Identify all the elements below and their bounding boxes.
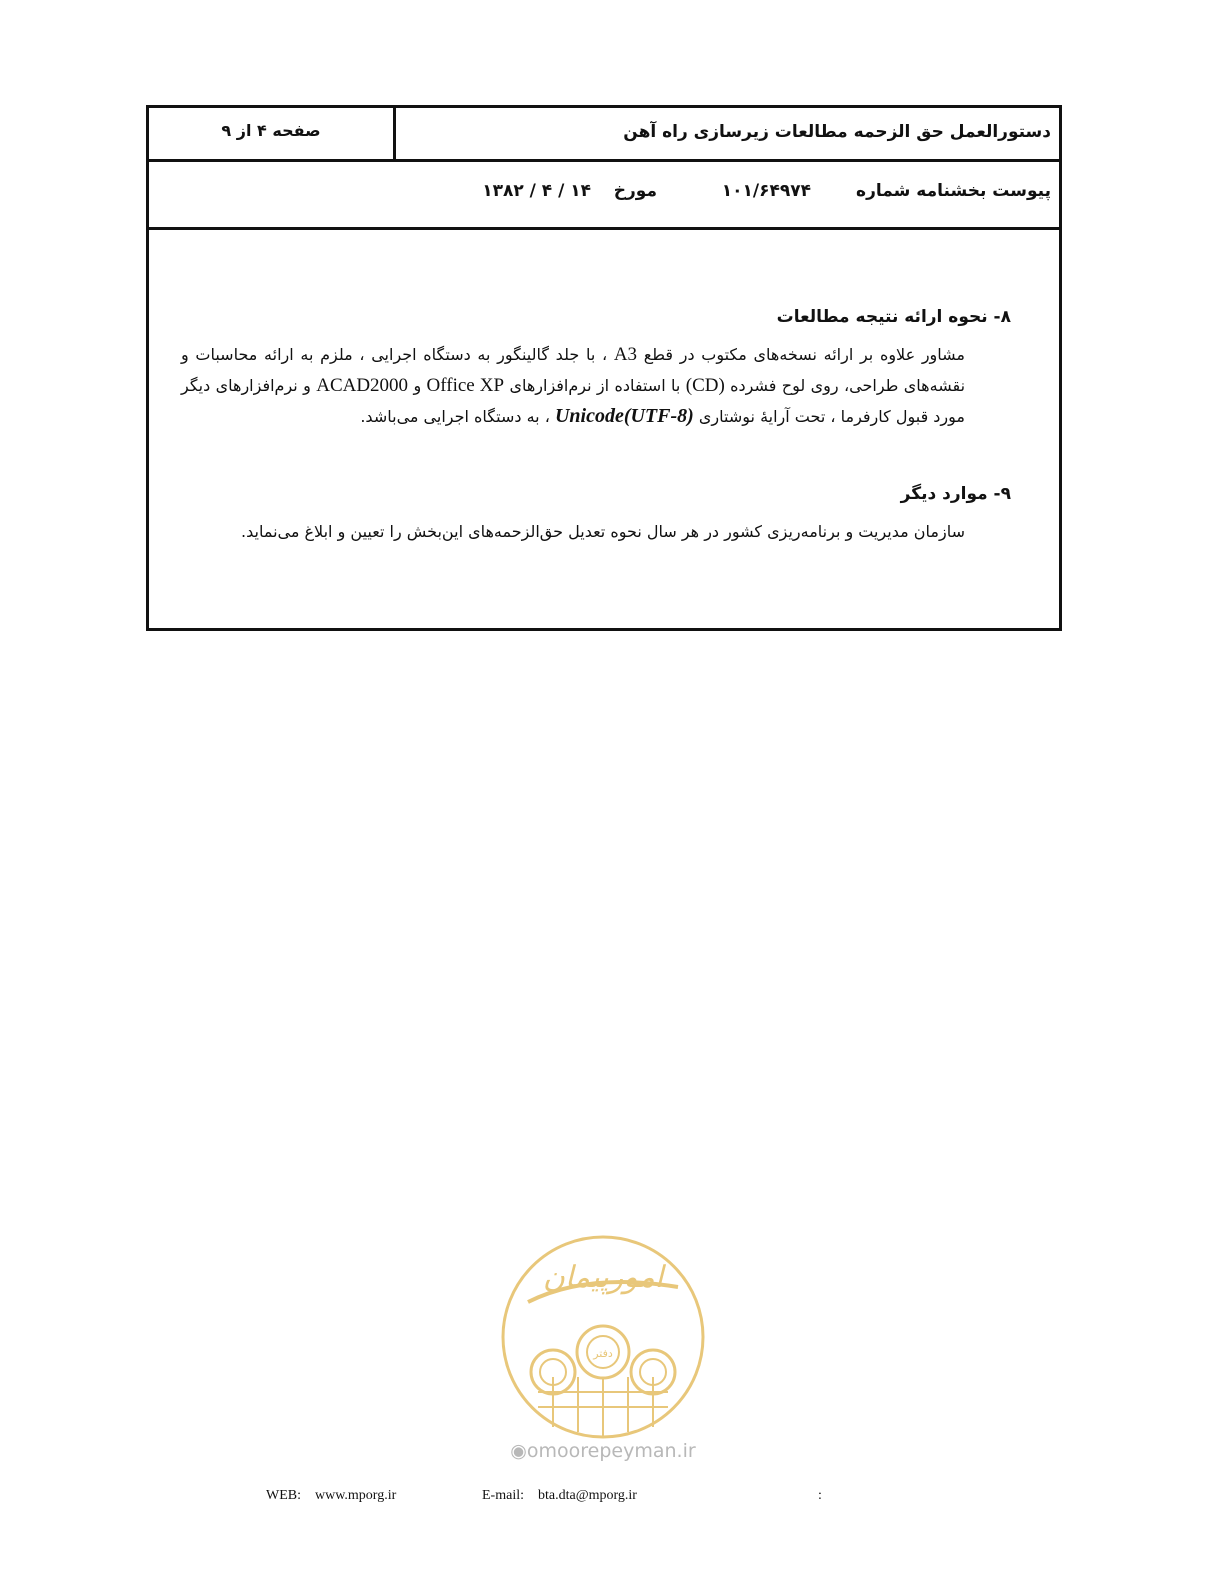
paper-size-a3: A3 [613, 344, 638, 365]
footer-web [266, 1488, 396, 1504]
document-frame [146, 105, 1062, 631]
header-title-row [149, 108, 1059, 162]
header-reference-row [149, 162, 1059, 230]
page-counter: صفحه ۴ از ۹ [221, 121, 321, 140]
dated-label: مورخ [613, 181, 657, 201]
section-8-text-4: و [408, 376, 427, 395]
office-xp-term: Office XP [426, 375, 505, 396]
footer-web-link[interactable]: www.mporg.ir [315, 1488, 397, 1503]
footer-web-label: WEB: [266, 1488, 301, 1503]
document-title: دستورالعمل حق الزحمه مطالعات زیرسازی راه آهن [623, 122, 1051, 142]
section-9-heading: ۹- موارد دیگر [900, 484, 1011, 504]
attachment-label: پیوست بخشنامه شماره [856, 181, 1051, 201]
section-8-text-1: مشاور علاوه بر ارائه نسخه‌های مکتوب در قطع [637, 345, 966, 364]
globe-icon: ◉ [510, 1440, 527, 1462]
section-8-heading: ۸- نحوه ارائه نتیجه مطالعات [776, 307, 1011, 327]
section-8-text-2: ، با جلد گالینگور به دستگاه اجرایی ، ملزم به ارائه محاسبات و نقشه‌های طراحی، روی لوح فشرده [181, 345, 966, 395]
acad-term: ACAD2000 [316, 375, 409, 396]
watermark-seal-text: دفتر [593, 1347, 613, 1360]
circular-number: ۱۰۱/۶۴۹۷۴ [721, 181, 811, 201]
section-9-body: سازمان مدیریت و برنامه‌ریزی کشور در هر سال نحوه تعدیل حق‌الزحمه‌های این‌بخش را تعیین و ابلاغ می‌نماید. [241, 522, 965, 541]
footer-trailing-mark: : [818, 1488, 822, 1503]
footer-email-link[interactable]: bta.dta@mporg.ir [538, 1488, 637, 1503]
section-9 [181, 484, 1011, 547]
watermark-logo-text: امورپیمان [542, 1260, 664, 1295]
watermark-seal-icon [498, 1232, 708, 1442]
section-8-body [181, 339, 965, 432]
section-8-text-5: و نرم‌افزارهای دیگر مورد قبول کارفرما ، تحت آرایهٔ نوشتاری [181, 376, 965, 426]
watermark-caption-text: omoorepeyman.ir [526, 1440, 696, 1462]
footer-email [482, 1488, 637, 1504]
section-8 [181, 307, 1011, 432]
section-8-text-3: با استفاده از نرم‌افزارهای [504, 376, 686, 395]
circular-date: ۱۴ / ۴ / ۱۳۸۲ [482, 181, 591, 201]
omoorepeyman-watermark-logo [498, 1232, 708, 1482]
watermark-caption [498, 1440, 708, 1462]
header-divider [393, 108, 396, 159]
unicode-term: Unicode(UTF-8) [554, 405, 694, 427]
cd-term: (CD) [685, 375, 725, 396]
section-8-text-6: ، به دستگاه اجرایی می‌باشد. [360, 407, 555, 426]
footer-email-label: E-mail: [482, 1488, 524, 1503]
